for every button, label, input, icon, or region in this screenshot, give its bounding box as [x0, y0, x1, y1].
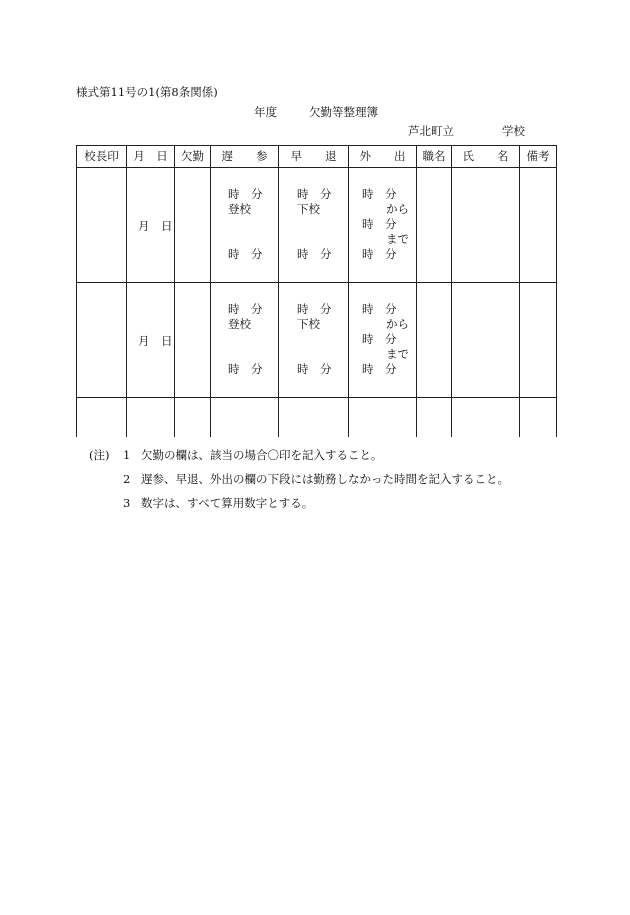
- header-remarks: 備考: [526, 149, 550, 163]
- row-2-late-label: 登校: [228, 317, 251, 331]
- row-1-early-start: 時 分: [297, 187, 332, 201]
- note-1-text: 欠勤の欄は、該当の場合〇印を記入すること。: [141, 448, 383, 462]
- header-going-out: 外 出: [359, 149, 406, 163]
- row-divider-2: [76, 397, 557, 398]
- row-2-early-label: 下校: [297, 317, 320, 331]
- page-title: [254, 105, 378, 119]
- note-1-number: 1: [123, 448, 131, 462]
- column-line-1: [126, 145, 127, 437]
- row-1-out-start: 時 分: [362, 187, 397, 201]
- row-2-out-mid: 時 分: [362, 332, 397, 346]
- attendance-table: [76, 145, 556, 437]
- row-1-late-end: 時 分: [228, 247, 263, 261]
- row-2-date: 月 日: [138, 334, 173, 348]
- row-2-out-end: 時 分: [362, 362, 397, 376]
- title-year: 年度: [254, 105, 277, 119]
- form-number: 様式第11号の1(第8条関係): [76, 85, 218, 99]
- row-divider-1: [76, 282, 557, 283]
- header-absence: 欠勤: [181, 149, 204, 163]
- column-line-2: [174, 145, 175, 437]
- note-3-number: 3: [123, 496, 131, 510]
- row-2-out-until: まで: [386, 347, 409, 361]
- header-date: 月 日: [133, 149, 168, 163]
- column-line-6: [416, 145, 417, 437]
- column-line-4: [278, 145, 279, 437]
- header-divider: [76, 167, 557, 168]
- row-1-early-label: 下校: [297, 202, 320, 216]
- row-2-early-end: 時 分: [297, 362, 332, 376]
- row-2-out-from: から: [386, 317, 409, 331]
- column-line-8: [519, 145, 520, 437]
- school-name: [408, 124, 525, 138]
- header-principal-seal: 校長印: [84, 149, 119, 163]
- note-2-text: 遅参、早退、外出の欄の下段には勤務しなかった時間を記入すること。: [141, 472, 509, 486]
- row-1-out-mid: 時 分: [362, 217, 397, 231]
- row-1-out-from: から: [386, 202, 409, 216]
- row-2-late-start: 時 分: [228, 302, 263, 316]
- header-early-leave: 早 退: [290, 149, 337, 163]
- title-name: 欠勤等整理簿: [309, 105, 378, 119]
- notes-label: (注): [89, 448, 110, 462]
- row-1-late-start: 時 分: [228, 187, 263, 201]
- column-line-5: [348, 145, 349, 437]
- column-line-0: [76, 145, 77, 437]
- row-2-out-start: 時 分: [362, 302, 397, 316]
- row-1-early-end: 時 分: [297, 247, 332, 261]
- school-suffix: 学校: [502, 124, 525, 138]
- header-late: 遅 参: [221, 149, 268, 163]
- note-2-number: 2: [123, 472, 131, 486]
- header-job-title: 職名: [422, 149, 446, 163]
- header-full-name: 氏 名: [462, 149, 509, 163]
- school-prefix: 芦北町立: [408, 124, 454, 138]
- note-3-text: 数字は、すべて算用数字とする。: [141, 496, 314, 510]
- row-1-out-until: まで: [386, 232, 409, 246]
- row-2-early-start: 時 分: [297, 302, 332, 316]
- table-border-top: [76, 145, 557, 146]
- row-1-out-end: 時 分: [362, 247, 397, 261]
- column-line-9: [556, 145, 557, 437]
- row-1-late-label: 登校: [228, 202, 251, 216]
- column-line-3: [210, 145, 211, 437]
- row-1-date: 月 日: [138, 219, 173, 233]
- row-2-late-end: 時 分: [228, 362, 263, 376]
- column-line-7: [451, 145, 452, 437]
